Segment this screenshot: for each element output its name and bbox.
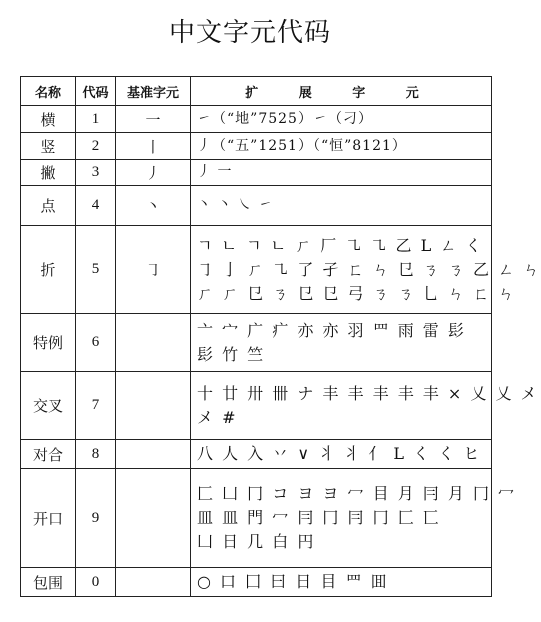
extended-chars-line: メ # (197, 407, 238, 427)
stroke-code-cell: 4 (76, 186, 116, 226)
extended-chars-line: 髟 竹 竺 (197, 344, 266, 364)
stroke-code-cell: 0 (76, 568, 116, 597)
extended-chars-line: 匚 凵 冂 コ ヨ ヨ 冖 目 月 冃 月 冂 冖 (197, 484, 517, 503)
header-ext: 扩 展 字 元 (191, 77, 492, 106)
extended-chars-cell (191, 160, 492, 186)
extended-chars-cell (191, 314, 492, 372)
extended-chars-line: ○ 口 囗 曰 日 目 罒 囬 (197, 572, 389, 591)
stroke-code-cell: 1 (76, 106, 116, 133)
table-row (21, 160, 492, 186)
extended-chars-line: 八 人 入 丷 ∨ 丬 丬 亻 L く く ヒ (197, 444, 482, 463)
stroke-name-cell: 竖 (21, 133, 76, 160)
table-row (21, 372, 492, 440)
base-char-cell (116, 469, 191, 568)
table-row (21, 440, 492, 469)
table-row (21, 133, 492, 160)
table-row (21, 568, 492, 597)
stroke-name-cell: 包围 (21, 568, 76, 597)
stroke-code-cell: 8 (76, 440, 116, 469)
extended-chars-line: 十 廿 卅 卌 ナ 丰 丰 丰 丰 丰 × 乂 乂 メ (197, 383, 539, 403)
stroke-code-cell: 3 (76, 160, 116, 186)
extended-chars-line: 亠 宀 广 疒 亦 亦 羽 罒 雨 雷 髟 (197, 320, 466, 340)
stroke-name-cell: 特例 (21, 314, 76, 372)
extended-chars-line: 凵 日 几 白 円 (197, 532, 316, 551)
stroke-code-cell: 9 (76, 469, 116, 568)
extended-chars-line: ㇀（“地”7525）㇀（刁） (197, 110, 373, 127)
stroke-code-cell: 6 (76, 314, 116, 372)
header-name: 名称 (21, 77, 76, 106)
stroke-code-cell: 2 (76, 133, 116, 160)
stroke-code-cell: 7 (76, 372, 116, 440)
base-char-cell (116, 314, 191, 372)
table-row (21, 186, 492, 226)
stroke-code-cell: 5 (76, 226, 116, 314)
table-row (21, 226, 492, 314)
extended-chars-line: ㄱ ㄴ ㄱ ㄴ ㄏ 厂 ㇈ ㇈ 乙 L ㄥ く (197, 235, 484, 255)
extended-chars-line: 丿（“五”1251）（“恒”8121） (197, 137, 407, 154)
header-code: 代码 (76, 77, 116, 106)
stroke-name-cell: 交叉 (21, 372, 76, 440)
base-char-cell: 丿 (116, 160, 191, 186)
extended-chars-line: ㇆ 亅 ㄏ ㇈ 了 孑 ㄈ ㄣ 㔾 ㄋ ㄋ 乙 ㄥ ㄣ (197, 259, 541, 279)
extended-chars-line: 丿 一 (197, 164, 233, 180)
table-row (21, 106, 492, 133)
stroke-name-cell: 开口 (21, 469, 76, 568)
base-char-cell: 丶 (116, 186, 191, 226)
base-char-cell (116, 440, 191, 469)
stroke-name-cell: 点 (21, 186, 76, 226)
table-row (21, 314, 492, 372)
base-char-cell: ㇆ (116, 226, 191, 314)
extended-chars-cell (191, 568, 492, 597)
table-body (21, 106, 541, 597)
base-char-cell (116, 372, 191, 440)
base-char-cell: 一 (116, 106, 191, 133)
extended-chars-line: 丶 丶 ㇏ ㇀ (197, 197, 274, 213)
extended-chars-line: ㄏ ㄏ 㔾 ㄋ 㔾 㔾 弓 ㄋ ㄋ 乚 ㄣ ㄈ ㄣ (197, 283, 517, 303)
extended-chars-cell (191, 372, 539, 440)
extended-chars-cell (191, 469, 517, 568)
extended-chars-cell (191, 133, 492, 160)
page-title: 中文字元代码 (168, 18, 331, 48)
table-row (21, 469, 492, 568)
stroke-code-table (20, 76, 541, 597)
extended-chars-cell (191, 440, 492, 469)
base-char-cell: 丨 (116, 133, 191, 160)
extended-chars-cell (191, 106, 492, 133)
extended-chars-cell (191, 186, 492, 226)
extended-chars-cell (191, 226, 541, 314)
stroke-name-cell: 撇 (21, 160, 76, 186)
header-base: 基准字元 (116, 77, 191, 106)
base-char-cell (116, 568, 191, 597)
table-header-row (21, 77, 492, 106)
extended-chars-line: 皿 皿 門 冖 冃 冂 冃 冂 匚 匸 (197, 508, 441, 527)
stroke-name-cell: 横 (21, 106, 76, 133)
stroke-name-cell: 折 (21, 226, 76, 314)
stroke-name-cell: 对合 (21, 440, 76, 469)
